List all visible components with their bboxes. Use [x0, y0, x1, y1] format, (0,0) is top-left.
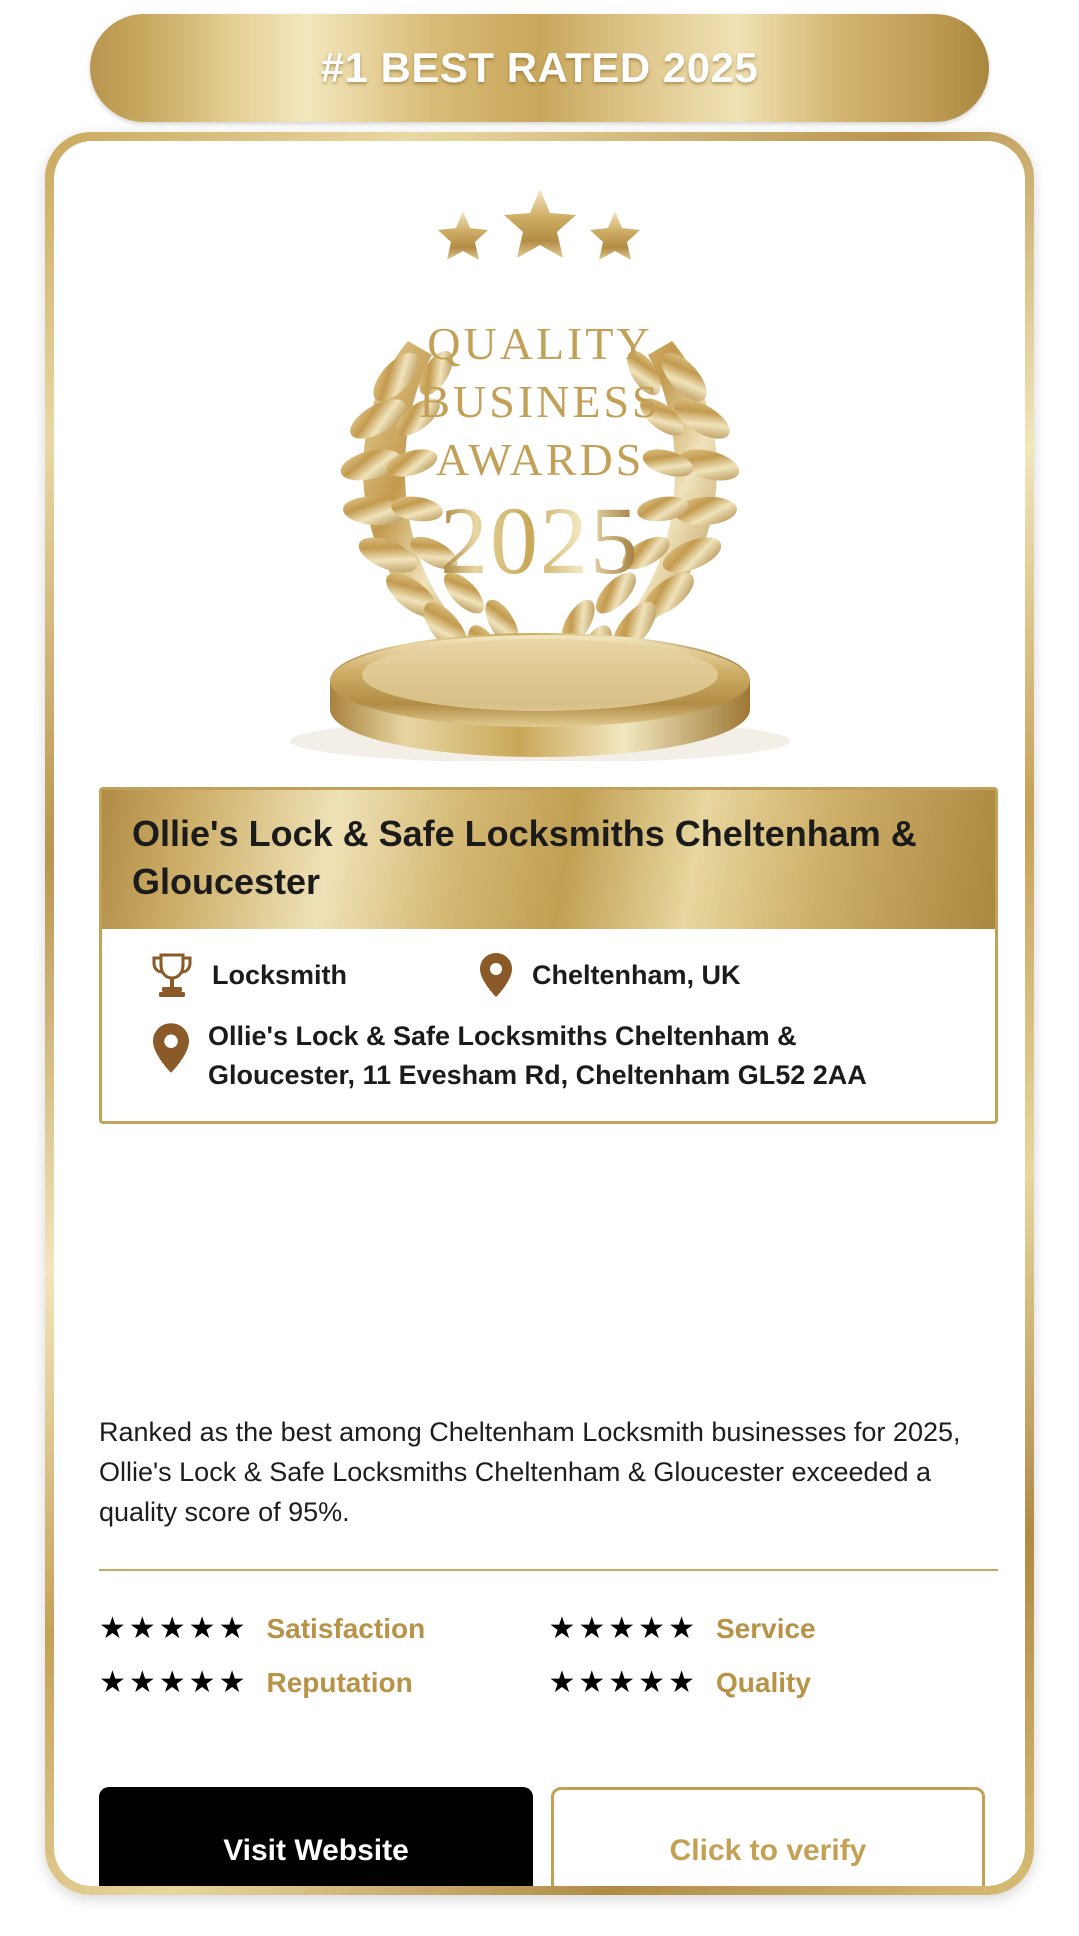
rating-label: Quality [715, 1667, 811, 1698]
map-pin-icon [478, 951, 514, 999]
rating-item [549, 1613, 999, 1645]
business-info-block [99, 787, 998, 1124]
star-rating-icon: ★★★★★ [99, 1612, 249, 1645]
award-emblem [54, 141, 1025, 771]
rating-label: Reputation [266, 1667, 413, 1698]
emblem-line-3: AWARDS [435, 434, 644, 485]
section-divider [99, 1569, 998, 1571]
rating-item [549, 1667, 999, 1699]
emblem-line-1: QUALITY [426, 318, 653, 369]
business-address-row [128, 1017, 969, 1095]
laurel-wreath-award-icon [230, 141, 850, 761]
ratings-grid [99, 1613, 998, 1699]
map-pin-icon [150, 1021, 192, 1075]
business-title-bar [102, 790, 995, 929]
rating-label: Service [715, 1613, 816, 1644]
rating-item [99, 1667, 549, 1699]
business-location: Cheltenham, UK [532, 959, 741, 990]
business-meta-row [128, 951, 969, 999]
star-rating-icon: ★★★★★ [548, 1666, 698, 1699]
award-card-inner [54, 141, 1025, 1886]
business-meta [102, 929, 995, 1121]
visit-website-button[interactable]: Visit Website [99, 1787, 533, 1886]
rating-item [99, 1613, 549, 1645]
business-address: Ollie's Lock & Safe Locksmiths Cheltenham & Gloucester, 11 Evesham Rd, Cheltenham GL52 2AA [208, 1021, 867, 1091]
emblem-line-2: BUSINESS [418, 376, 661, 427]
emblem-year: 2025 [439, 487, 640, 594]
description-text: Ranked as the best among Cheltenham Locksmith businesses for 2025, Ollie's Lock & Safe Locksmiths Cheltenham & Gloucester exceeded a quality score of 95%. [99, 1417, 961, 1527]
business-category: Locksmith [212, 959, 348, 990]
star-rating-icon: ★★★★★ [99, 1666, 249, 1699]
business-location-cell [478, 951, 969, 999]
rating-label: Satisfaction [266, 1613, 426, 1644]
award-card [45, 132, 1034, 1895]
business-name: Ollie's Lock & Safe Locksmiths Cheltenham & Gloucester [132, 813, 917, 902]
best-rated-ribbon [90, 14, 989, 122]
ribbon-label: #1 BEST RATED 2025 [320, 44, 759, 91]
trophy-icon [150, 951, 194, 999]
verify-button[interactable]: Click to verify [551, 1787, 985, 1886]
star-rating-icon: ★★★★★ [548, 1612, 698, 1645]
action-buttons [99, 1787, 998, 1886]
business-category-cell [128, 951, 478, 999]
